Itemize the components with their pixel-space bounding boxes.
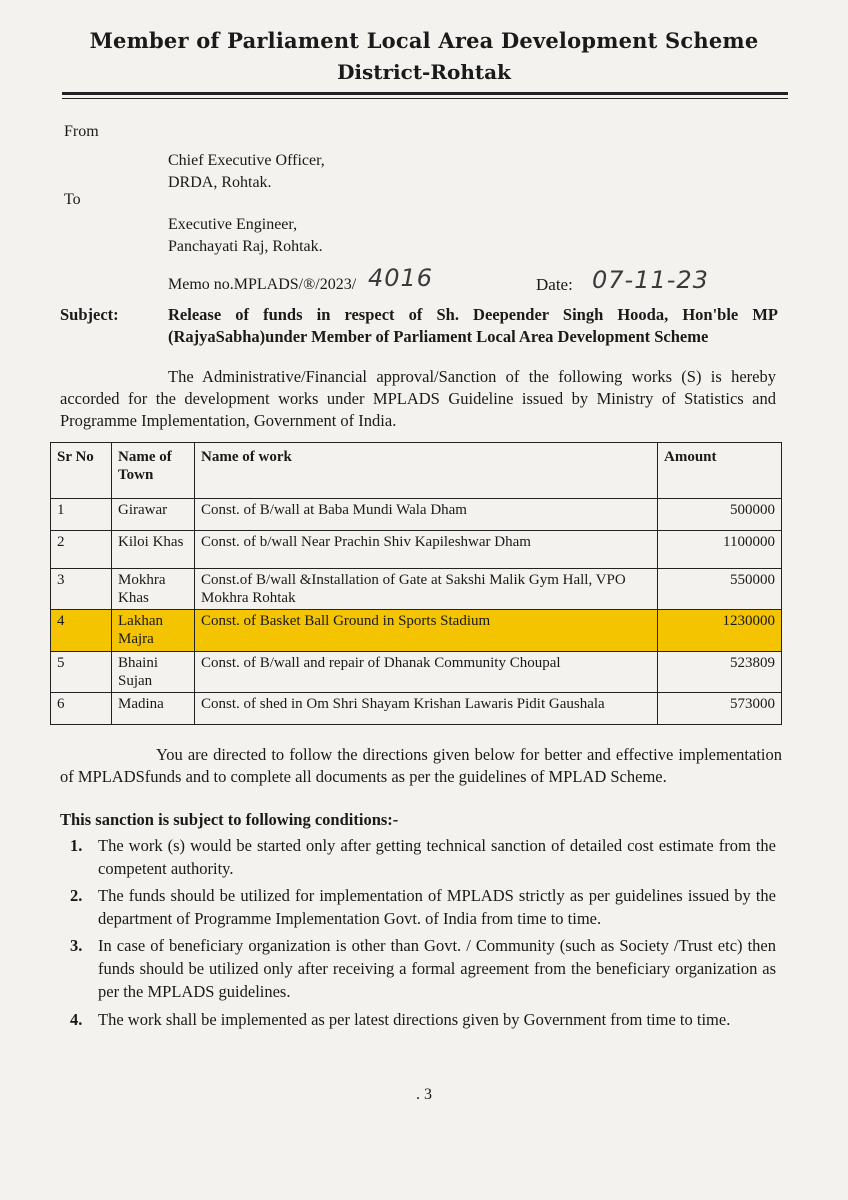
cell-amount: 1100000 bbox=[658, 531, 782, 569]
cell-town: Girawar bbox=[112, 499, 195, 531]
header-rule-thick bbox=[62, 92, 788, 95]
table-row bbox=[51, 569, 782, 610]
to-line-1: Executive Engineer, bbox=[168, 216, 298, 233]
memo-number-handwritten: 4016 bbox=[368, 264, 434, 292]
header-town: Name of Town bbox=[112, 443, 195, 499]
directions-paragraph: You are directed to follow the directions given below for better and effective implementation of MPLADSfunds and to complete all documents as per the guidelines of MPLAD Scheme. bbox=[60, 745, 782, 786]
condition-text: The work shall be implemented as per latest directions given by Government from time to time. bbox=[98, 1010, 731, 1029]
cell-sr: 4 bbox=[51, 610, 112, 652]
condition-text: The work (s) would be started only after getting technical sanction of detailed cost estimate from the competent authority. bbox=[98, 836, 776, 878]
condition-number: 1. bbox=[70, 836, 83, 855]
cell-amount: 523809 bbox=[658, 652, 782, 693]
table-row bbox=[51, 652, 782, 693]
from-line-1: Chief Executive Officer, bbox=[168, 152, 325, 169]
condition-text: The funds should be utilized for implementation of MPLADS strictly as per guidelines issued by the department of Programme Implementation Govt. of India from time to time. bbox=[98, 886, 776, 928]
header-sr-no: Sr No bbox=[51, 443, 112, 499]
date-label: Date: bbox=[536, 275, 573, 294]
condition-item bbox=[70, 934, 776, 1003]
from-line-2: DRDA, Rohtak. bbox=[168, 174, 272, 191]
table-header-row bbox=[51, 443, 782, 499]
cell-work: Const.of B/wall &Installation of Gate at Sakshi Malik Gym Hall, VPO Mokhra Rohtak bbox=[195, 569, 658, 610]
header-work: Name of work bbox=[195, 443, 658, 499]
date-handwritten: 07-11-23 bbox=[592, 266, 709, 294]
cell-sr: 1 bbox=[51, 499, 112, 531]
table-row bbox=[51, 531, 782, 569]
cell-amount: 573000 bbox=[658, 693, 782, 725]
cell-town: Bhaini Sujan bbox=[112, 652, 195, 693]
table-row bbox=[51, 693, 782, 725]
condition-item bbox=[70, 1008, 776, 1031]
cell-work: Const. of Basket Ball Ground in Sports Stadium bbox=[195, 610, 658, 652]
cell-amount: 550000 bbox=[658, 569, 782, 610]
to-line-2: Panchayati Raj, Rohtak. bbox=[168, 238, 323, 255]
from-label: From bbox=[64, 123, 99, 140]
cell-work: Const. of B/wall and repair of Dhanak Community Choupal bbox=[195, 652, 658, 693]
page-number: . 3 bbox=[416, 1086, 432, 1103]
condition-text: In case of beneficiary organization is other than Govt. / Community (such as Society /Trust etc) then funds should be utilized only after receiving a formal agreement from the beneficiary organization as per the MPLADS guidelines. bbox=[98, 936, 776, 1001]
cell-sr: 2 bbox=[51, 531, 112, 569]
condition-number: 2. bbox=[70, 886, 83, 905]
cell-work: Const. of b/wall Near Prachin Shiv Kapileshwar Dham bbox=[195, 531, 658, 569]
condition-number: 4. bbox=[70, 1010, 83, 1029]
cell-amount: 1230000 bbox=[658, 610, 782, 652]
cell-town: Mokhra Khas bbox=[112, 569, 195, 610]
subject-line-2: (RajyaSabha)under Member of Parliament Local Area Development Scheme bbox=[168, 327, 709, 346]
cell-sr: 5 bbox=[51, 652, 112, 693]
to-label: To bbox=[64, 191, 81, 208]
condition-item bbox=[70, 834, 776, 880]
cell-town: Lakhan Majra bbox=[112, 610, 195, 652]
condition-number: 3. bbox=[70, 936, 83, 955]
cell-town: Madina bbox=[112, 693, 195, 725]
cell-sr: 6 bbox=[51, 693, 112, 725]
header-rule-thin bbox=[62, 98, 788, 99]
table-row bbox=[51, 499, 782, 531]
works-table bbox=[50, 442, 782, 725]
conditions-title: This sanction is subject to following conditions:- bbox=[60, 810, 399, 829]
district-heading: District-Rohtak bbox=[337, 60, 511, 84]
cell-work: Const. of shed in Om Shri Shayam Krishan Lawaris Pidit Gaushala bbox=[195, 693, 658, 725]
intro-paragraph: The Administrative/Financial approval/Sanction of the following works (S) is hereby accorded for the development works under MPLADS Guideline issued by Ministry of Statistics and Programme Implementation, Government of India. bbox=[60, 367, 776, 430]
memo-prefix: Memo no.MPLADS/®/2023/ bbox=[168, 276, 357, 293]
cell-work: Const. of B/wall at Baba Mundi Wala Dham bbox=[195, 499, 658, 531]
document-title: Member of Parliament Local Area Development Scheme bbox=[89, 28, 759, 53]
cell-town: Kiloi Khas bbox=[112, 531, 195, 569]
condition-item bbox=[70, 884, 776, 930]
cell-amount: 500000 bbox=[658, 499, 782, 531]
header-amount: Amount bbox=[658, 443, 782, 499]
cell-sr: 3 bbox=[51, 569, 112, 610]
subject-line-1: Release of funds in respect of Sh. Deepender Singh Hooda, Hon'ble MP bbox=[168, 305, 778, 324]
table-row-highlighted bbox=[51, 610, 782, 652]
subject-label: Subject: bbox=[60, 305, 119, 324]
